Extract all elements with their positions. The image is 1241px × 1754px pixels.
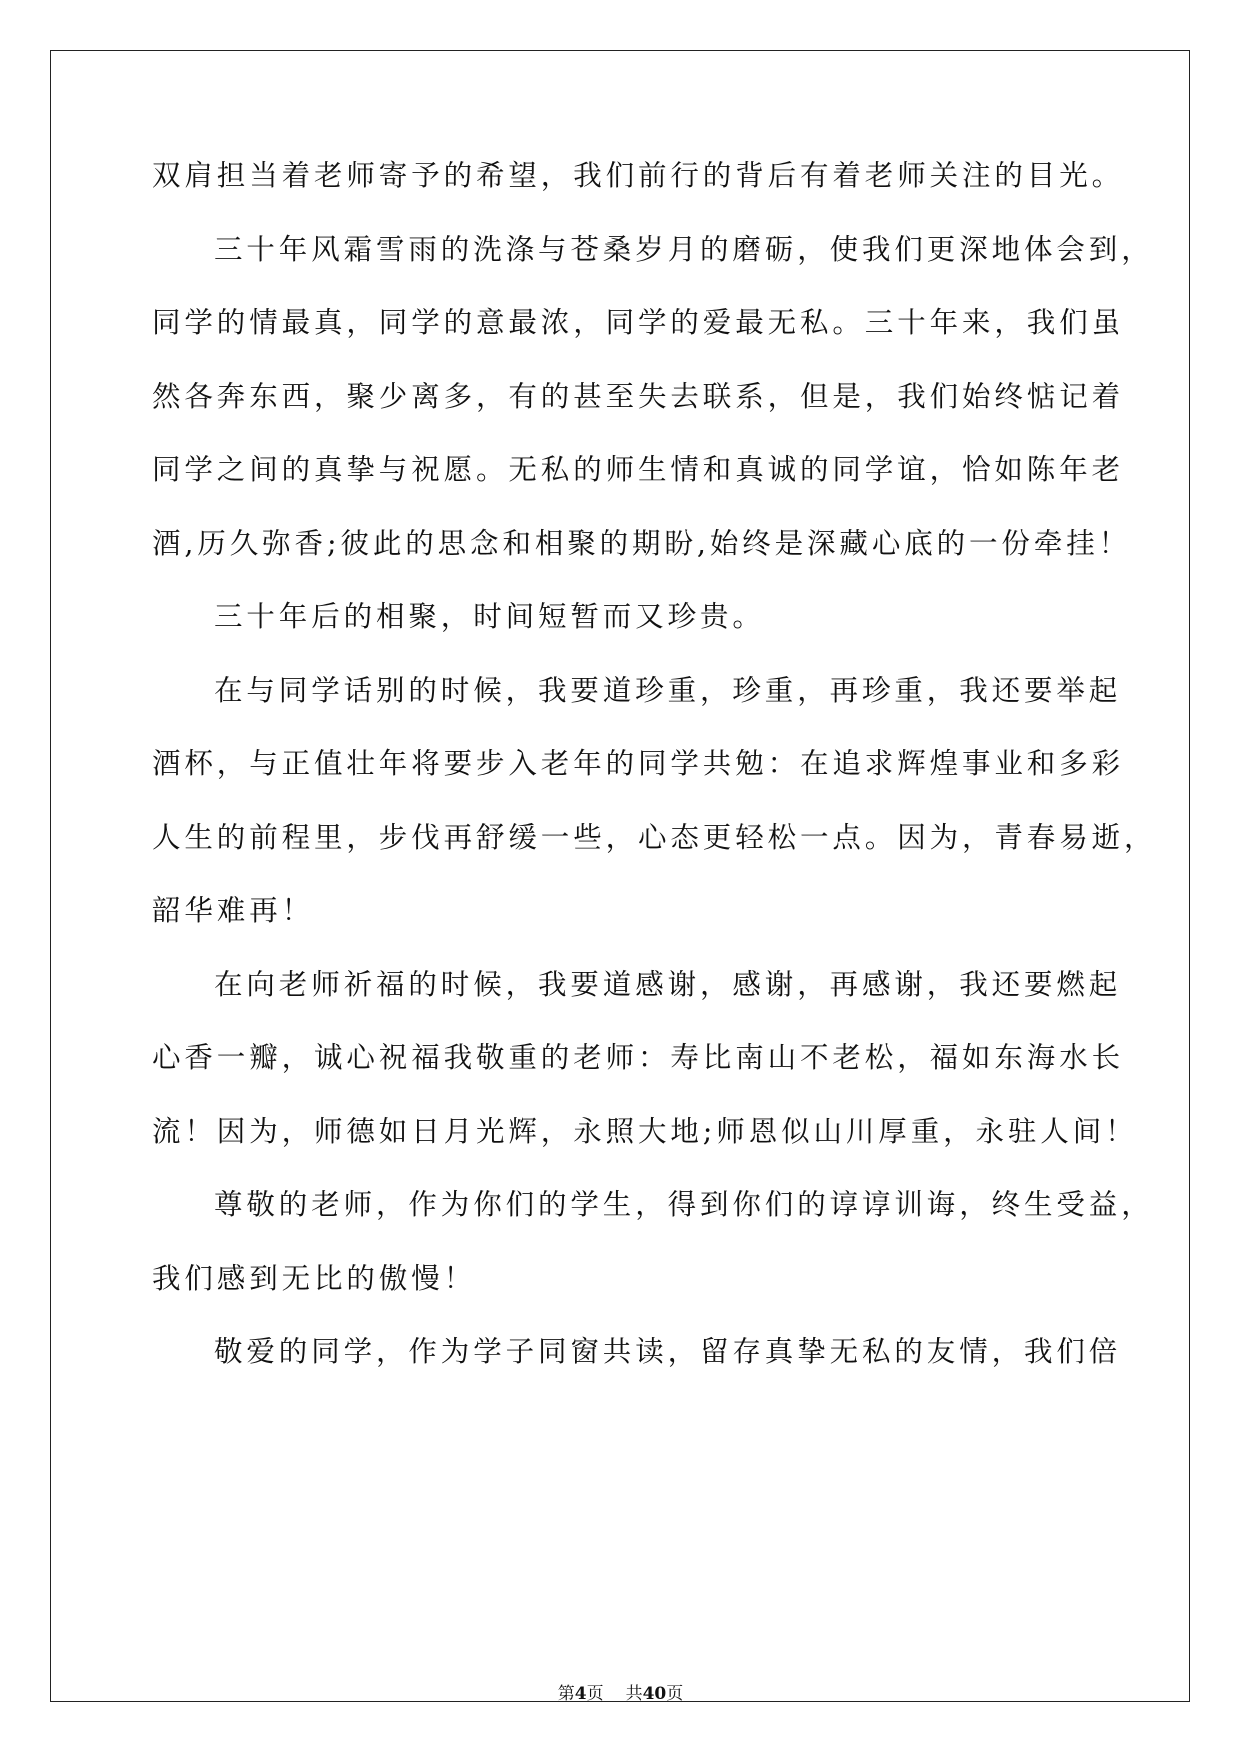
page-footer (0, 1683, 1241, 1705)
text-line: 尊敬的老师，作为你们的学生，得到你们的谆谆训诲，终生受益， (214, 1188, 1154, 1221)
page-suffix: 页 (586, 1684, 604, 1704)
text-line: 同学之间的真挚与祝愿。无私的师生情和真诚的同学谊，恰如陈年老 (152, 453, 1125, 486)
text-line: 心香一瓣，诚心祝福我敬重的老师：寿比南山不老松，福如东海水长 (152, 1041, 1125, 1074)
text-line: 我们感到无比的傲慢！ (152, 1261, 477, 1295)
text-line: 人生的前程里，步伐再舒缓一些，心态更轻松一点。因为，青春易逝， (152, 820, 1157, 854)
text-line: 酒,历久弥香;彼此的思念和相聚的期盼,始终是深藏心底的一份牵挂！ (152, 526, 1132, 560)
text-line: 韶华难再！ (152, 894, 315, 927)
total-pages: 40 (642, 1684, 667, 1704)
text-line: 同学的情最真，同学的意最浓，同学的爱最无私。三十年来，我们虽 (152, 306, 1125, 339)
page-number: 4 (574, 1684, 587, 1704)
total-suffix: 页 (666, 1684, 684, 1704)
text-line: 三十年后的相聚，时间短暂而又珍贵。 (214, 600, 765, 633)
text-line: 三十年风霜雪雨的洗涤与苍桑岁月的磨砺，使我们更深地体会到， (214, 232, 1154, 266)
text-line: 流！因为，师德如日月光辉，永照大地;师恩似山川厚重，永驻人间！ (152, 1114, 1138, 1148)
text-line: 敬爱的同学，作为学子同窗共读，留存真挚无私的友情，我们倍 (214, 1335, 1122, 1368)
text-line: 双肩担当着老师寄予的希望，我们前行的背后有着老师关注的目光。 (152, 159, 1125, 192)
text-line: 在向老师祈福的时候，我要道感谢，感谢，再感谢，我还要燃起 (214, 967, 1122, 1001)
text-line: 在与同学话别的时候，我要道珍重，珍重，再珍重，我还要举起 (214, 673, 1122, 707)
text-line: 酒杯，与正值壮年将要步入老年的同学共勉：在追求辉煌事业和多彩 (152, 747, 1125, 780)
text-line: 然各奔东西，聚少离多，有的甚至失去联系，但是，我们始终惦记着 (152, 379, 1125, 413)
page-prefix: 第 (557, 1684, 575, 1704)
total-prefix: 共 (625, 1684, 643, 1704)
document-body (152, 158, 1157, 1408)
